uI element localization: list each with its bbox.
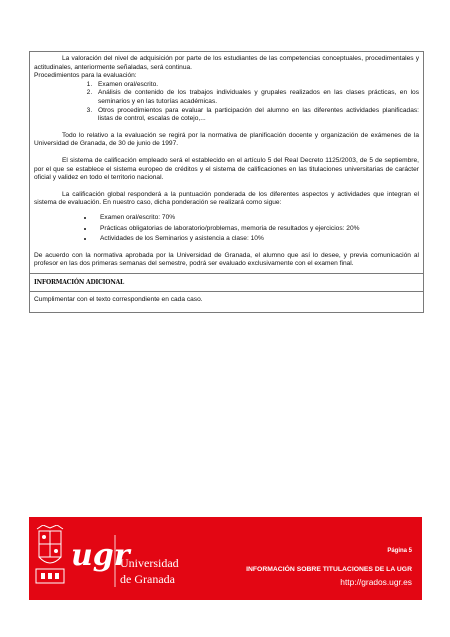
procedure-item: 3. Otros procedimientos para evaluar la participación del alumno en las diferentes actividades planificadas: listas de control, escalas de cotejo,...: [94, 107, 419, 124]
grading-system-paragraph: El sistema de calificación empleado será el establecido en el artículo 5 del Real Decreto 1125/2003, de 5 de septiembre, por el que se establece el sistema europeo de créditos y el sistema de calificaciones en las titulaciones universitarias de carácter oficial y validez en todo el territorio nacional.: [34, 156, 419, 182]
procedure-item: 1. Examen oral/escrito.: [94, 81, 419, 90]
ugr-logo-text: ugr: [71, 538, 130, 573]
additional-info-header: INFORMACIÓN ADICIONAL: [30, 273, 423, 292]
footer-banner: [29, 517, 422, 600]
additional-info-cell: [30, 292, 423, 313]
additional-info-text: Cumplimentar con el texto correspondiente en cada caso.: [34, 295, 203, 303]
procedures-title: Procedimientos para la evaluación:: [34, 72, 137, 80]
university-seal-icon: [33, 525, 203, 595]
weight-item: • Actividades de los Seminarios y asistencia a clase: 10%: [94, 235, 419, 244]
procedure-item: 2. Análisis de contenido de los trabajos individuales y grupales realizados en las clases prácticas, en los seminarios y en las tutorías académicas.: [94, 89, 419, 106]
weights-list: [34, 214, 419, 244]
regulation-paragraph: Todo lo relativo a la evaluación se regirá por la normativa de planificación docente y organización de exámenes de la Universidad de Granada, de 30 de junio de 1997.: [34, 131, 419, 148]
info-title: INFORMACIÓN SOBRE TITULACIONES DE LA UGR: [246, 566, 412, 573]
evaluation-intro: La valoración del nivel de adquisición por parte de los estudiantes de las competencias conceptuales, procedimentales y actitudinales, anteriormente señaladas, será continua.: [34, 55, 419, 71]
evaluation-cell: [30, 52, 423, 273]
procedures-list: [34, 81, 419, 124]
weight-item: • Prácticas obligatorias de laboratorio/problemas, memoria de resultados y ejercicios: 20%: [94, 225, 419, 234]
logo-line-2: de Granada: [120, 572, 175, 586]
university-logo: [33, 525, 203, 595]
weighting-paragraph: La calificación global responderá a la puntuación ponderada de los diferentes aspectos y actividades que integran el sistema de evaluación. En nuestro caso, dicha ponderación se realizará como sigue:: [34, 190, 419, 207]
final-exam-paragraph: De acuerdo con la normativa aprobada por la Universidad de Granada, el alumno que así lo desee, y previa comunicación al profesor en las dos primeras semanas del semestre, podrá ser evaluado exclusivamente con el examen final.: [34, 251, 419, 268]
page-number: Página 5: [387, 548, 412, 554]
grados-url[interactable]: http://grados.ugr.es: [340, 577, 412, 587]
evaluation-table: [29, 51, 424, 313]
logo-line-1: Universidad: [120, 556, 179, 570]
weight-item: • Examen oral/escrito: 70%: [94, 214, 419, 223]
